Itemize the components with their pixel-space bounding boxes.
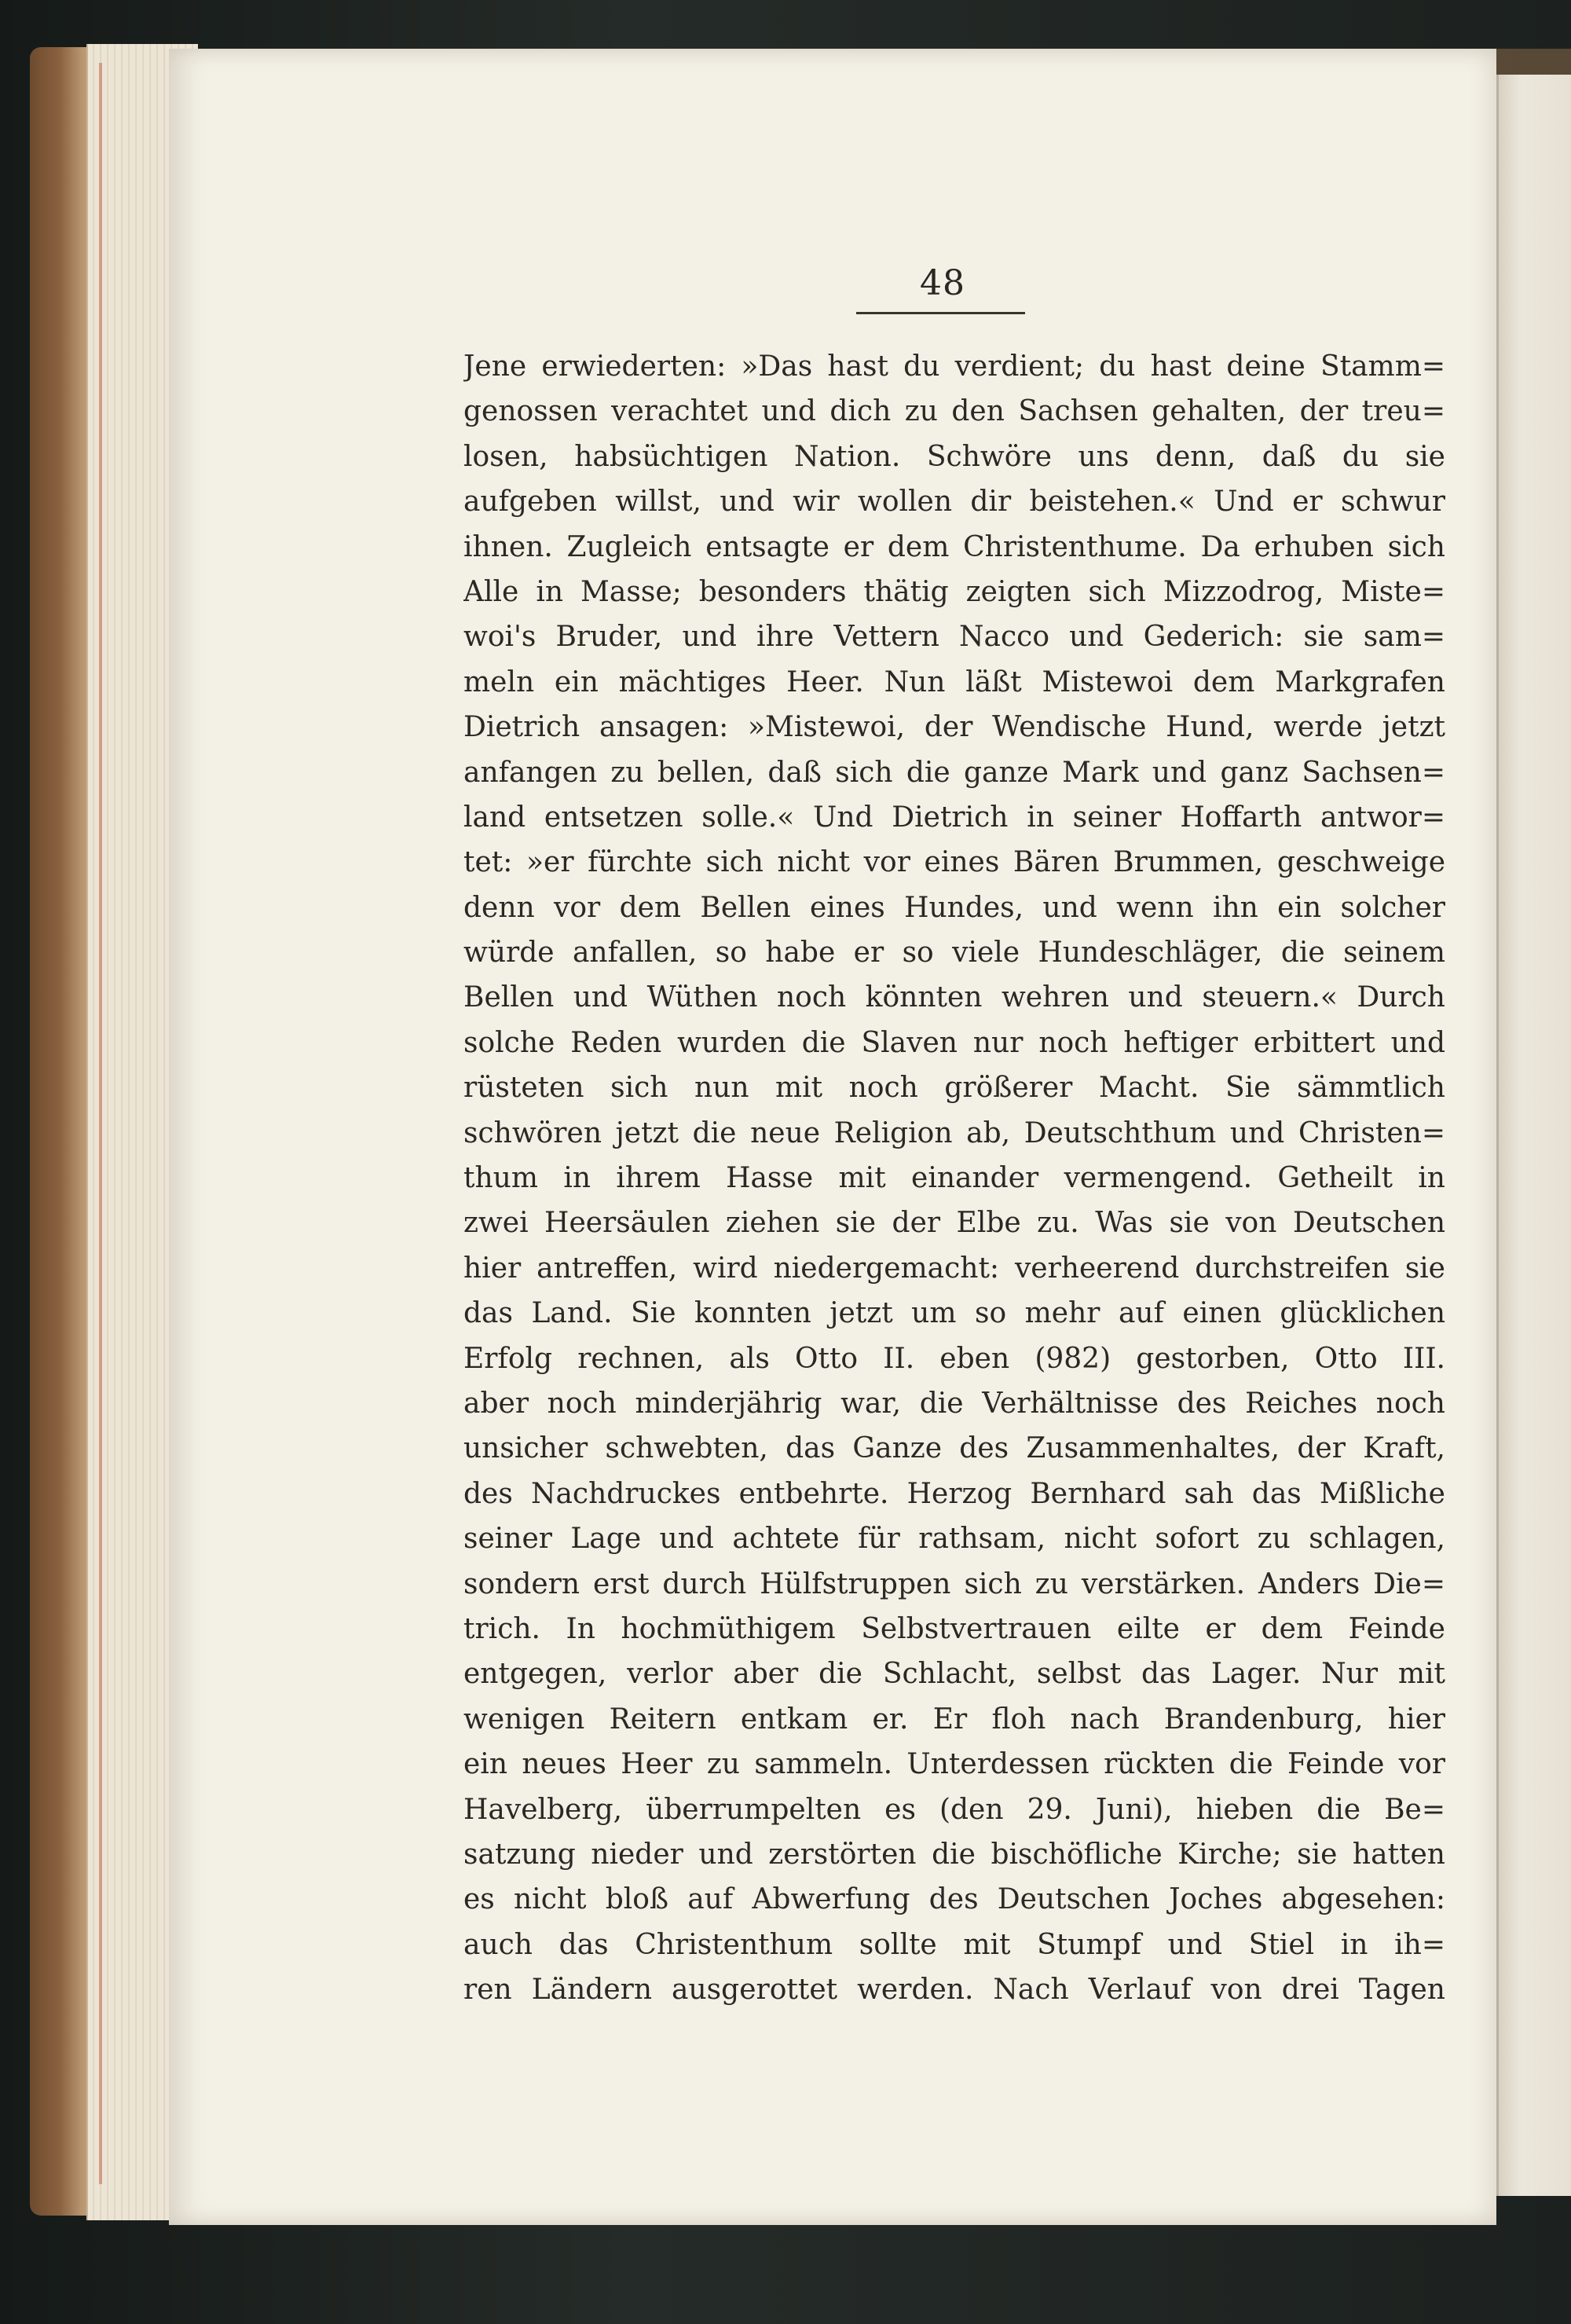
text-line: Erfolg rechnen, als Otto II. eben (982) gestorben, Otto III. bbox=[463, 1342, 1445, 1375]
text-line: solche Reden wurden die Slaven nur noch heftiger erbittert und bbox=[463, 1026, 1445, 1059]
text-line: thum in ihrem Hasse mit einander vermengend. Getheilt in bbox=[463, 1162, 1445, 1195]
text-line: aber noch minderjährig war, die Verhältnisse des Reiches noch bbox=[463, 1387, 1445, 1420]
text-line: seiner Lage und achtete für rathsam, nicht sofort zu schlagen, bbox=[463, 1523, 1445, 1556]
text-line: wenigen Reitern entkam er. Er floh nach Brandenburg, hier bbox=[463, 1703, 1445, 1736]
page-edge-stain bbox=[99, 63, 102, 2184]
text-line: Bellen und Wüthen noch könnten wehren und steuern.« Durch bbox=[463, 981, 1445, 1014]
text-line: ein neues Heer zu sammeln. Unterdessen rückten die Feinde vor bbox=[463, 1748, 1445, 1781]
body-text bbox=[463, 344, 1445, 2012]
text-line: schwören jetzt die neue Religion ab, Deutschthum und Christen= bbox=[463, 1116, 1445, 1149]
text-line: woi's Bruder, und ihre Vettern Nacco und Gederich: sie sam= bbox=[463, 621, 1445, 654]
text-line: des Nachdruckes entbehrte. Herzog Bernhard sah das Mißliche bbox=[463, 1477, 1445, 1510]
text-line: land entsetzen solle.« Und Dietrich in seiner Hoffarth antwor= bbox=[463, 801, 1445, 834]
text-line: anfangen zu bellen, daß sich die ganze Mark und ganz Sachsen= bbox=[463, 756, 1445, 789]
next-page-sliver bbox=[1496, 75, 1571, 2196]
text-line: aufgeben willst, und wir wollen dir beistehen.« Und er schwur bbox=[463, 486, 1445, 519]
text-line: genossen verachtet und dich zu den Sachsen gehalten, der treu= bbox=[463, 395, 1445, 428]
text-line: rüsteten sich nun mit noch größerer Macht. Sie sämmtlich bbox=[463, 1072, 1445, 1105]
text-line: tet: »er fürchte sich nicht vor eines Bären Brummen, geschweige bbox=[463, 846, 1445, 879]
text-line: Jene erwiederten: »Das hast du verdient; du hast deine Stamm= bbox=[463, 350, 1445, 383]
text-line: ihnen. Zugleich entsagte er dem Christenthume. Da erhuben sich bbox=[463, 530, 1445, 563]
text-line: zwei Heersäulen ziehen sie der Elbe zu. Was sie von Deutschen bbox=[463, 1207, 1445, 1240]
page-number-rule bbox=[856, 312, 1025, 314]
text-line: sondern erst durch Hülfstruppen sich zu verstärken. Anders Die= bbox=[463, 1567, 1445, 1600]
text-line: unsicher schwebten, das Ganze des Zusammenhaltes, der Kraft, bbox=[463, 1432, 1445, 1465]
text-line: ren Ländern ausgerottet werden. Nach Verlauf von drei Tagen bbox=[463, 1974, 1445, 2007]
text-line: satzung nieder und zerstörten die bischöfliche Kirche; sie hatten bbox=[463, 1838, 1445, 1871]
text-line: Havelberg, überrumpelten es (den 29. Juni), hieben die Be= bbox=[463, 1793, 1445, 1826]
text-line: denn vor dem Bellen eines Hundes, und wenn ihn ein solcher bbox=[463, 891, 1445, 924]
text-line: meln ein mächtiges Heer. Nun läßt Mistewoi dem Markgrafen bbox=[463, 665, 1445, 698]
text-line: Alle in Masse; besonders thätig zeigten sich Mizzodrog, Miste= bbox=[463, 575, 1445, 608]
text-line: entgegen, verlor aber die Schlacht, selbst das Lager. Nur mit bbox=[463, 1658, 1445, 1691]
text-line: auch das Christenthum sollte mit Stumpf und Stiel in ih= bbox=[463, 1928, 1445, 1961]
text-line: es nicht bloß auf Abwerfung des Deutschen Joches abgesehen: bbox=[463, 1883, 1445, 1916]
page-number: 48 bbox=[920, 263, 965, 303]
text-line: losen, habsüchtigen Nation. Schwöre uns denn, daß du sie bbox=[463, 440, 1445, 473]
text-line: Dietrich ansagen: »Mistewoi, der Wendische Hund, werde jetzt bbox=[463, 711, 1445, 744]
text-line: hier antreffen, wird niedergemacht: verheerend durchstreifen sie bbox=[463, 1252, 1445, 1285]
text-line: würde anfallen, so habe er so viele Hundeschläger, die seinem bbox=[463, 937, 1445, 970]
text-line: trich. In hochmüthigem Selbstvertrauen eilte er dem Feinde bbox=[463, 1612, 1445, 1645]
text-line: das Land. Sie konnten jetzt um so mehr auf einen glücklichen bbox=[463, 1297, 1445, 1330]
